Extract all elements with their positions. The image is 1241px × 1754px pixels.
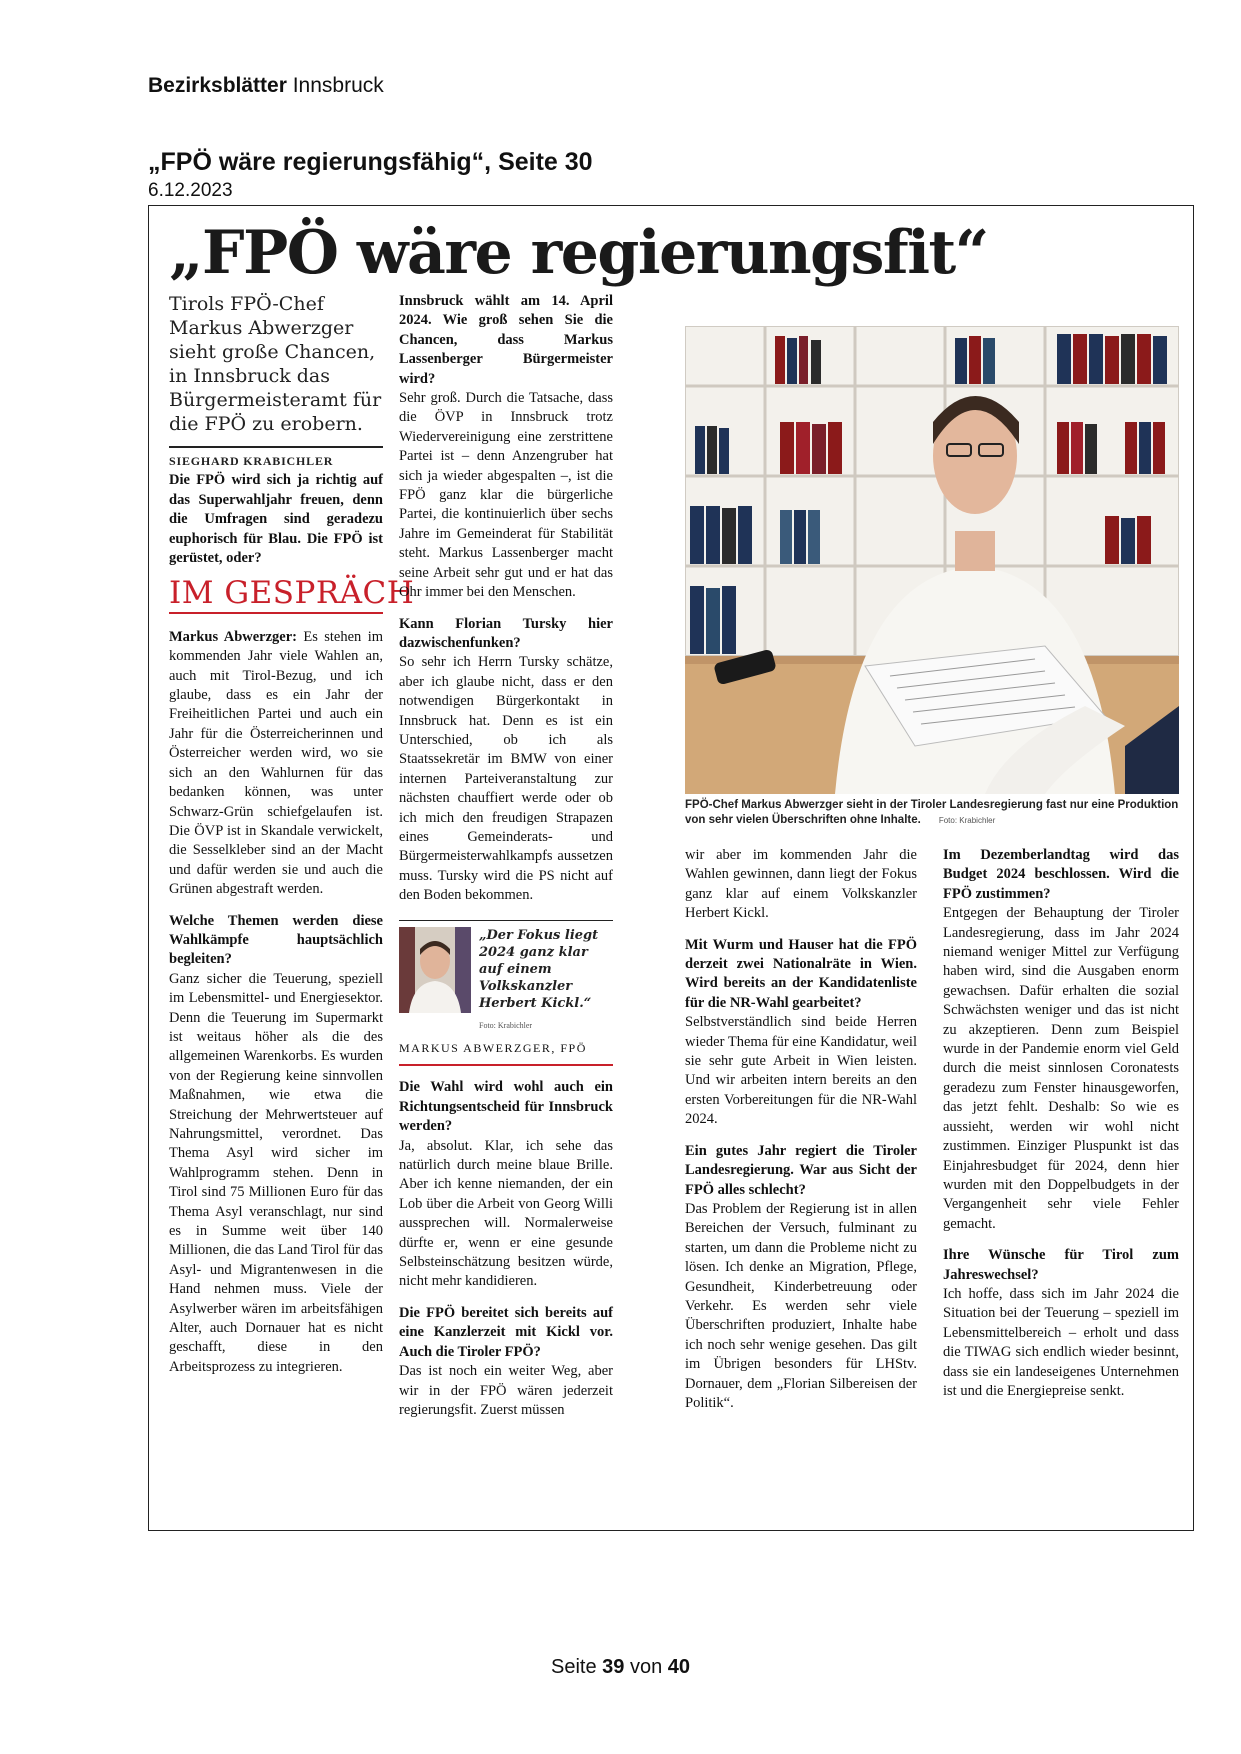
interview-question: Innsbruck wählt am 14. April 2024. Wie groß sehen Sie die Chancen, dass Markus Lassenberger Bürgermeister wird?	[399, 293, 613, 387]
interview-question: Die Wahl wird wohl auch ein Richtungsentscheid für Innsbruck werden?	[399, 1079, 613, 1135]
section-kicker: IM GESPRÄCH	[169, 584, 383, 613]
interview-question: Kann Florian Tursky hier dazwischenfunken?	[399, 615, 613, 651]
pull-quote-text: „Der Fokus liegt 2024 ganz klar auf einem Volkskanzler Herbert Kickl.“	[479, 927, 599, 1011]
photo-caption: FPÖ-Chef Markus Abwerzger sieht in der Tiroler Landesregierung fast nur eine Produktion von sehr vielen Überschriften ohne Inhalte. Foto: Krabichler	[685, 799, 1179, 826]
article-author: SIEGHARD KRABICHLER	[169, 446, 383, 471]
article-column-2	[399, 292, 613, 1420]
answer-paragraph: Selbstverständlich sind beide Herren wieder Thema für eine Kandidatur, weil sie sehr gute Arbeit in Wien leisten. Und wir arbeiten intern bereits an den ersten Vorbereitungen für die NR-Wahl 2024.	[685, 1014, 917, 1128]
pull-quote-attribution: MARKUS ABWERZGER, FPÖ	[399, 1035, 613, 1066]
interview-question: Im Dezemberlandtag wird das Budget 2024 beschlossen. Wird die FPÖ zustimmen?	[943, 847, 1179, 902]
answer-paragraph: Ich hoffe, dass sich im Jahr 2024 die Situation bei der Teuerung – speziell im Lebensmittelbereich – erholt und dass die TIWAG sich endlich wieder besinnt, dass sie ein landeseigenes Unternehmen ist und die Energiepreise senkt.	[943, 1285, 1179, 1399]
current-page: 39	[602, 1656, 625, 1678]
photo-credit: Foto: Krabichler	[938, 816, 996, 825]
article-headline: „FPÖ wäre regierungsfit“	[169, 218, 988, 288]
answer-paragraph: Entgegen der Behauptung der Tiroler Landesregierung, dass im Jahr 2024 niemand weniger Mittel zur Verfügung haben wird, sind die Ausgaben enorm gewachsen. Dafür erhalten die sozial Schwächsten weniger und das ist nicht zu akzeptieren. Denn zum Beispiel wurde in der Pandemie enorm viel Geld durch die meist sinnlosen Coronatests geradezu zum Fenster hinausgeworfen, das jetzt fehlt. Deshalb: So wie es aussieht, werden wir wohl nicht zustimmen. Einziger Pluspunkt ist das Einjahresbudget für 2024, denn hier wurden mit den Doppelbudgets in der Vergangenheit sehr viele Fehler gemacht.	[943, 905, 1179, 1232]
answer-paragraph: Markus Abwerzger: Es stehen im kommenden Jahr viele Wahlen an, auch mit Tirol-Bezug, und ich glaube, dass es ein Jahr der Freiheitlichen Partei und auch ein Jahr für die Österreicherinnen und Österreicher werden wird, wo sie sich an den Wahlurnen für das bedanken können, was unter Schwarz-Grün schiefgelaufen ist. Die ÖVP ist in Skandale verwickelt, die Sesselkleber sind an der Macht und dafür werden sie und auch die Grünen abgestraft werden.	[169, 628, 383, 898]
newspaper-clipping	[148, 205, 1194, 1531]
answer-paragraph: Sehr groß. Durch die Tatsache, dass die ÖVP in Innsbruck trotz Wiedervereinigung eine zerstrittene Partei ist – denn Anzengruber hat sich ja wieder abgespalten –, ist die FPÖ ganz klar die bürgerliche Partei, die kontinuierlich über sechs Jahre im Gemeinderat für Stabilität steht. Markus Lassenberger macht seine Arbeit sehr gut und er hat das Ohr immer bei den Menschen.	[399, 390, 613, 601]
interview-question: Mit Wurm und Hauser hat die FPÖ derzeit zwei Nationalräte in Wien. Wird bereits an der Kandidatenliste für die NR-Wahl gearbeitet?	[685, 936, 917, 1011]
total-pages: 40	[667, 1656, 690, 1678]
document-title: „FPÖ wäre regierungsfähig“, Seite 30	[148, 148, 593, 176]
answer-paragraph: Das Problem der Regierung ist in allen Bereichen der Versuch, fulminant zu starten, um dann die Probleme nicht zu lösen. Ich denke an Migration, Pflege, Gesundheit, Kinderbetreuung oder Verkehr. Es werden sehr viele Überschriften produziert, Inhalte habe ich noch sehr wenige gesehen. Das gilt im Übrigen besonders für LHStv. Dornauer, dem „Florian Silbereisen der Politik“.	[685, 1200, 917, 1411]
pull-quote	[399, 920, 613, 1067]
interview-question: Ein gutes Jahr regiert die Tiroler Landesregierung. War aus Sicht der FPÖ alles schlecht?	[685, 1142, 917, 1198]
portrait-thumbnail	[399, 927, 471, 1013]
document-date: 6.12.2023	[148, 180, 233, 201]
publication-name: Bezirksblätter Innsbruck	[148, 74, 384, 97]
answer-paragraph: So sehr ich Herrn Tursky schätze, aber ich glaube nicht, dass er den notwendigen Bürgerkontakt in Innsbruck hat. Denn es ist ein Unterschied, ob ich als Staatssekretär im BMW von einer internen Parteiveranstaltung zur nächsten chauffiert werde oder ob ich mich den freudigen Strapazen eines Gemeinderats- und Bürgermeisterwahlkampfs aussetzen muss. Tursky wird die PS nicht auf den Boden bekommen.	[399, 654, 613, 904]
answer-paragraph: Ja, absolut. Klar, ich sehe das natürlich durch meine blaue Brille. Aber ich kenne niemanden, der ein Lob über die Arbeit von Georg Willi aussprechen will. Normalerweise dürfte er, wenn er eine gesunde Selbsteinschätzung besitzen würde, nicht mehr kandidieren.	[399, 1137, 613, 1290]
article-column-4	[943, 846, 1179, 1401]
article-deck: Tirols FPÖ-Chef Markus Abwerzger sieht große Chancen, in Innsbruck das Bürgermeisteramt für die FPÖ zu erobern.	[169, 293, 382, 435]
article-column-1	[169, 292, 415, 1377]
interview-question: Die FPÖ bereitet sich bereits auf eine Kanzlerzeit mit Kickl vor. Auch die Tiroler FPÖ?	[399, 1304, 613, 1360]
answer-paragraph: wir aber im kommenden Jahr die Wahlen gewinnen, dann liegt der Fokus ganz klar auf einem Volkskanzler Herbert Kickl.	[685, 847, 917, 922]
answer-paragraph: Das ist noch ein weiter Weg, aber wir in der FPÖ wären jederzeit regierungsfit. Zuerst müssen	[399, 1363, 613, 1418]
lead-question: Die FPÖ wird sich ja richtig auf das Superwahljahr freuen, denn die Umfragen sind geradezu euphorisch für Blau. Die FPÖ ist gerüstet, oder?	[169, 472, 383, 567]
interview-question: Ihre Wünsche für Tirol zum Jahreswechsel?	[943, 1247, 1179, 1283]
article-photo	[685, 326, 1179, 794]
article-column-3	[685, 846, 917, 1413]
photo-credit: Foto: Krabichler	[479, 1020, 533, 1030]
speaker-label: Markus Abwerzger:	[169, 628, 297, 645]
page-footer: Seite 39 von 40	[550, 1656, 690, 1678]
interview-question: Welche Themen werden diese Wahlkämpfe hauptsächlich begleiten?	[169, 912, 383, 968]
answer-paragraph: Ganz sicher die Teuerung, speziell im Lebensmittel- und Energiesektor. Denn die Teuerung im Supermarkt ist weitaus höher als die des allgemeinen Warenkorbs. Es wurden von der Regierung keine sinnvollen Maßnahmen, wie etwa die Streichung der Mehrwertsteuer auf Nahrungsmittel, verordnet. Das Thema Asyl wird sicher im Wahlprogramm stehen. Denn in Tirol sind 75 Millionen Euro für das Thema Asyl veranschlagt, nur sind es in Summe weit über 140 Millionen, die das Land Tirol für das Asyl- und Migrantenwesen in die Hand nehmen muss. Viele der Asylwerber wären im arbeitsfähigen Alter, auch Dornauer hat es nicht geschafft, diese in den Arbeitsprozess zu integrieren.	[169, 970, 383, 1375]
